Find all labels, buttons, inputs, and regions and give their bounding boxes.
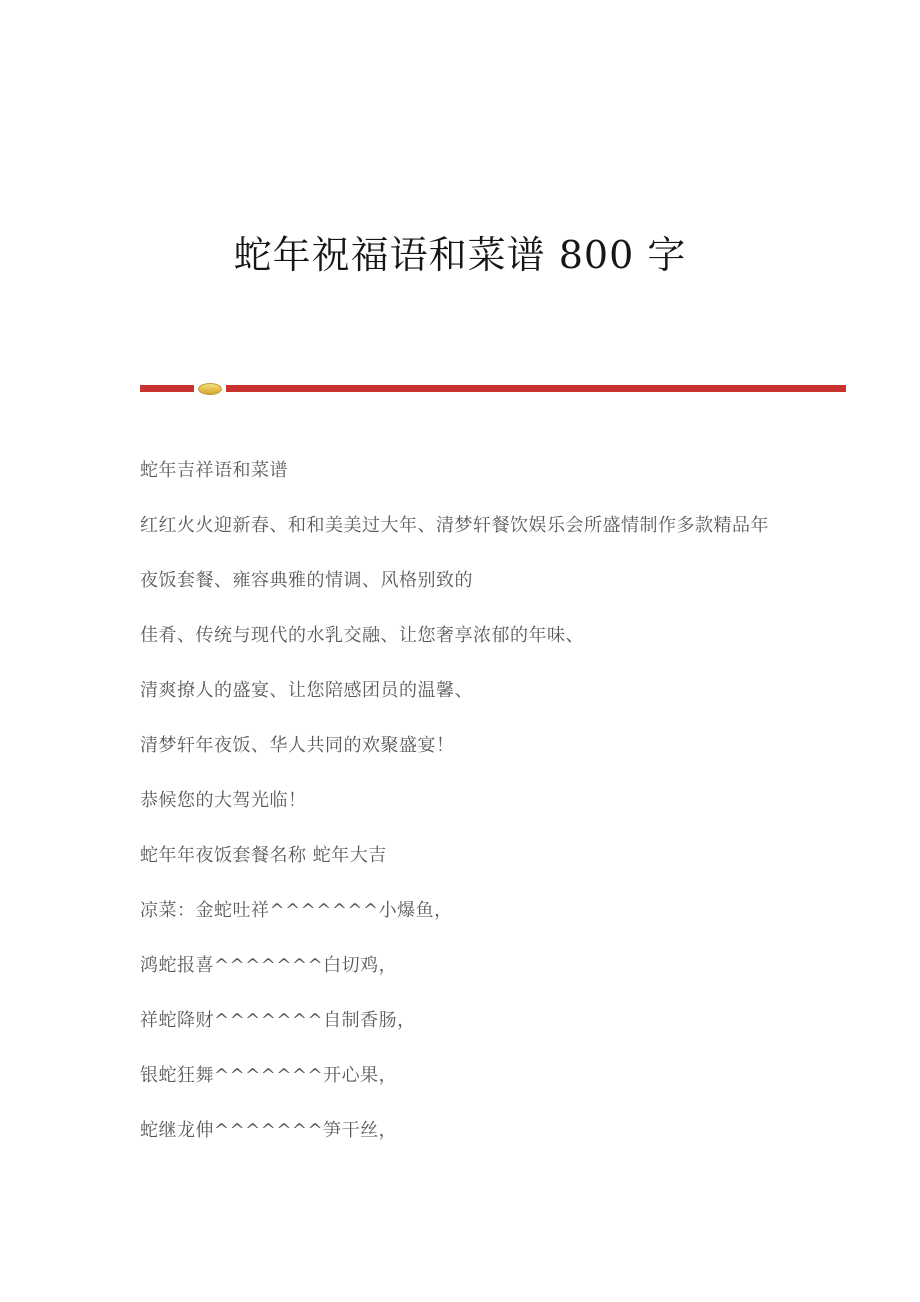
paragraph: 凉菜：金蛇吐祥^^^^^^^小爆鱼， [140,900,453,921]
paragraph: 红红火火迎新春、和和美美过大年、清梦轩餐饮娱乐会所盛情制作多款精品年 [140,515,769,536]
paragraph: 夜饭套餐、雍容典雅的情调、风格别致的 [140,570,473,591]
paragraph: 佳肴、传统与现代的水乳交融、让您奢享浓郁的年味、 [140,625,584,646]
paragraph: 银蛇狂舞^^^^^^^开心果， [140,1065,398,1086]
paragraph: 蛇年吉祥语和菜谱 [140,460,288,481]
paragraph: 清爽撩人的盛宴、让您陪感团员的温馨、 [140,680,473,701]
divider-line-left [140,385,194,392]
paragraph: 蛇继龙伸^^^^^^^笋干丝， [140,1120,398,1141]
gold-ellipse-ornament-icon [198,383,222,395]
paragraph: 清梦轩年夜饭、华人共同的欢聚盛宴！ [140,735,455,756]
paragraph: 恭候您的大驾光临！ [140,790,307,811]
divider-line-right [226,385,846,392]
paragraph: 祥蛇降财^^^^^^^自制香肠， [140,1010,416,1031]
paragraph: 蛇年年夜饭套餐名称 蛇年大吉 [140,845,387,866]
document-body [140,461,850,1176]
title-divider [140,382,846,395]
paragraph: 鸿蛇报喜^^^^^^^白切鸡， [140,955,398,976]
document-title: 蛇年祝福语和菜谱 800 字 [233,233,687,278]
